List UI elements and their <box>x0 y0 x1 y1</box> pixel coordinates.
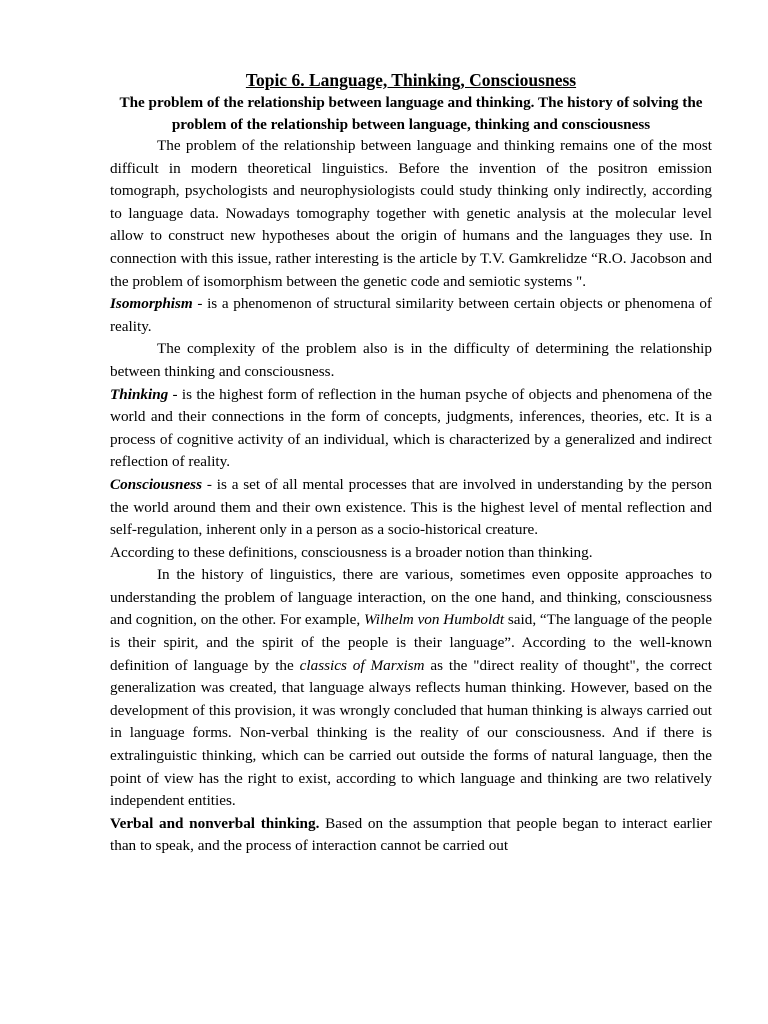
term-consciousness: Consciousness <box>110 475 203 493</box>
definition-consciousness-text: - is a set of all mental processes that are involved in understanding by the person the world around them and their own existence. This is the highest level of mental reflection and self-regulation, inherent only in a person as a socio-historical creature. <box>110 475 712 539</box>
term-isomorphism: Isomorphism <box>110 295 193 313</box>
page-title: Topic 6. Language, Thinking, Consciousness <box>245 70 577 90</box>
history-text-2: said, “The language of the people is their spirit, and the spirit of the people is their language”. According to the well-known definition of language by the <box>110 611 713 674</box>
name-marxism: classics of Marxism <box>299 656 425 674</box>
term-thinking: Thinking <box>110 385 169 403</box>
section-subtitle: The problem of the relationship between language and thinking. The history of solving the problem of the relationship between language, thinking and consciousness <box>119 94 703 133</box>
history-text-1: In the history of linguistics, there are various, sometimes even opposite approaches to understanding the problem of language interaction, on the one hand, and thinking, consciousness and cognition, on the other. For example, <box>110 566 712 629</box>
paragraph-verbal-nonverbal <box>110 813 712 858</box>
heading-verbal-nonverbal: Verbal and nonverbal thinking. <box>110 814 320 832</box>
paragraph-complexity: The complexity of the problem also is in the difficulty of determining the relationship between thinking and consciousness. <box>110 340 712 380</box>
definition-isomorphism <box>110 293 712 338</box>
history-text-3: as the "direct reality of thought", the correct generalization was created, that language always reflects human thinking. However, based on the development of this provision, it was wrongly concluded that human thinking is always carried out in language forms. Non-verbal thinking is the reality of our consciousness. And if there is extralinguistic thinking, which can be carried out outside the forms of natural language, then the point of view has the right to exist, according to which language and thinking are two relatively independent entities. <box>110 656 713 810</box>
verbal-nonverbal-text: Based on the assumption that people began to interact earlier than to speak, and the process of interaction cannot be carried out <box>110 814 712 855</box>
name-humboldt: Wilhelm von Humboldt <box>363 611 505 629</box>
paragraph-definitions-summary: According to these definitions, consciousness is a broader notion than thinking. <box>110 543 593 561</box>
definition-thinking-text: - is the highest form of reflection in the human psyche of objects and phenomena of the world and their connections in the form of concepts, judgments, inferences, theories, etc. It is a process of cognitive activity of an individual, which is characterized by a generalized and indirect reflection of reality. <box>110 385 712 471</box>
definition-isomorphism-text: - is a phenomenon of structural similarity between certain objects or phenomena of reality. <box>110 295 712 335</box>
paragraph-history <box>110 564 712 813</box>
document-page <box>110 68 712 858</box>
definition-thinking <box>110 384 712 474</box>
paragraph-intro: The problem of the relationship between language and thinking remains one of the most difficult in modern theoretical linguistics. Before the invention of the positron emission tomograph, psychologists and neurophysiologists could study thinking only indirectly, according to language data. Nowadays tomography together with genetic analysis at the molecular level allow to construct new hypotheses about the origin of humans and the languages they use. In connection with this issue, rather interesting is the article by T.V. Gamkrelidze “R.O. Jacobson and the problem of isomorphism between the genetic code and semiotic systems ". <box>110 137 712 290</box>
definition-consciousness <box>110 474 712 542</box>
